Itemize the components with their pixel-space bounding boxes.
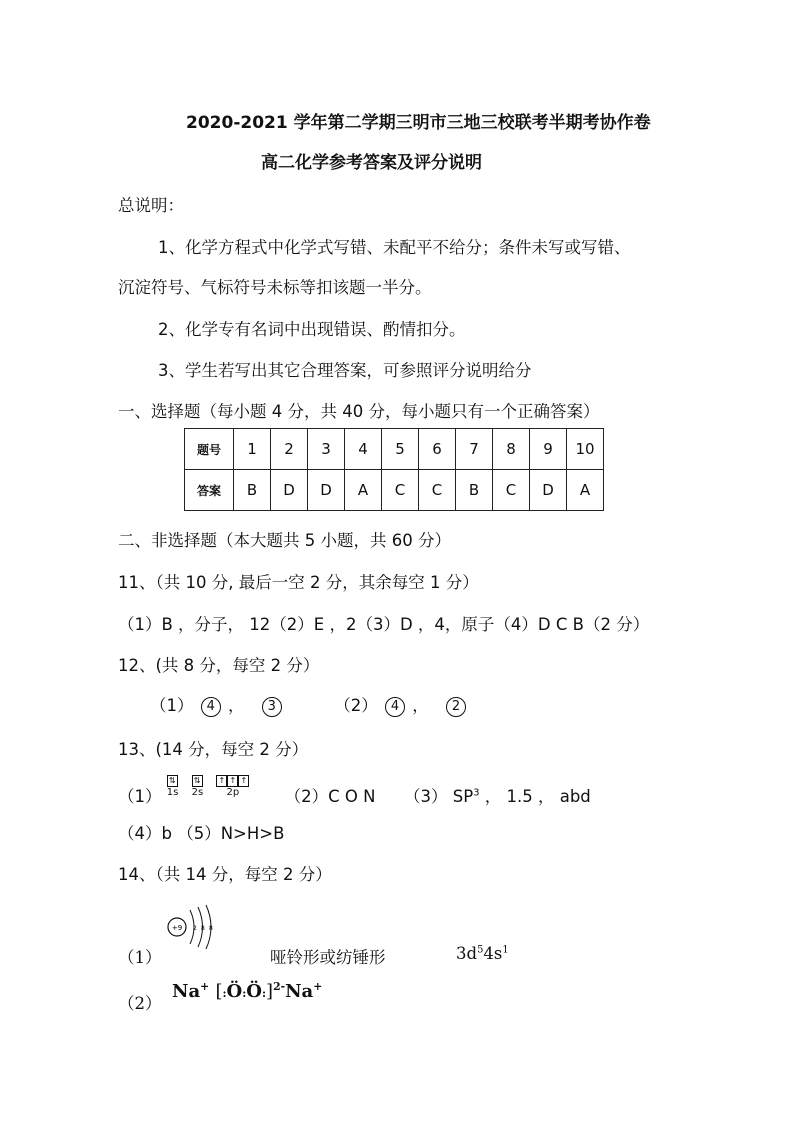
- general-heading: 总说明：: [118, 196, 184, 215]
- q12-part1-label: （1）: [150, 696, 194, 715]
- circled-number: 4: [385, 697, 405, 717]
- atom-structure-diagram: [166, 902, 226, 956]
- q12-header: 12、(共 8 分，每空 2 分）: [118, 656, 320, 675]
- shell-count: 8: [209, 925, 213, 932]
- row-label-answer: 答案: [185, 470, 234, 511]
- orbital-box: ↑: [238, 775, 249, 787]
- answer-cell: A: [567, 470, 604, 511]
- q14-part2-label: （2）: [118, 994, 162, 1013]
- answer-cell: D: [308, 470, 345, 511]
- q14-part1-label: （1）: [118, 948, 162, 967]
- orbital-diagram-2s: [192, 775, 204, 798]
- q13-part3-label: （3）: [404, 787, 448, 806]
- q13-part3-rest: ， 1.5 ， abd: [484, 787, 591, 806]
- answer-cell: B: [234, 470, 271, 511]
- orbital-box: ⇅: [192, 775, 203, 787]
- shell-count: 2: [193, 925, 197, 932]
- orbital-label: 2p: [226, 787, 240, 798]
- q12-answer: [150, 692, 468, 717]
- answer-cell: C: [493, 470, 530, 511]
- question-number: 7: [456, 429, 493, 470]
- atom-structure-svg: [166, 902, 226, 952]
- q12-part2-label: （2）: [334, 696, 378, 715]
- answer-cell: D: [271, 470, 308, 511]
- answer-table: [184, 428, 604, 511]
- shell-count: 8: [201, 925, 205, 932]
- question-number: 2: [271, 429, 308, 470]
- question-number: 5: [382, 429, 419, 470]
- q14-header: 14、（共 14 分，每空 2 分）: [118, 865, 332, 884]
- q11-answer: （1）B ，分子， 12（2）E ，2（3）D ，4，原子（4）D C B（2 分）: [118, 615, 650, 634]
- section1-heading: 一、选择题（每小题 4 分，共 40 分，每小题只有一个正确答案）: [118, 402, 600, 421]
- nucleus-charge: +9: [171, 924, 183, 932]
- question-number: 9: [530, 429, 567, 470]
- circled-number: 3: [262, 697, 282, 717]
- q11-header: 11、（共 10 分, 最后一空 2 分，其余每空 1 分）: [118, 573, 479, 592]
- table-row-numbers: [185, 429, 604, 470]
- exam-subtitle: 高二化学参考答案及评分说明: [261, 153, 482, 173]
- sodium-peroxide-formula: Na+ [:Ö:Ö:]$^{2-}$Na+: [172, 980, 323, 1002]
- answer-cell: B: [456, 470, 493, 511]
- answer-cell: A: [345, 470, 382, 511]
- orbital-shape: 哑铃形或纺锤形: [270, 948, 386, 967]
- electron-configuration: $3d^54s^1$: [456, 944, 509, 963]
- separator: ，: [412, 696, 429, 715]
- orbital-box: ↑: [216, 775, 227, 787]
- table-row-answers: [185, 470, 604, 511]
- orbital-diagram-1s: [167, 775, 179, 798]
- circled-number: 2: [446, 697, 466, 717]
- q13-answer-line2: （4）b （5）N>H>B: [118, 824, 285, 843]
- section2-heading: 二、非选择题（本大题共 5 小题，共 60 分）: [118, 531, 451, 550]
- question-number: 8: [493, 429, 530, 470]
- answer-cell: C: [382, 470, 419, 511]
- orbital-box: ↑: [227, 775, 238, 787]
- q13-part2: （2）C O N: [284, 787, 376, 806]
- answer-cell: D: [530, 470, 567, 511]
- question-number: 1: [234, 429, 271, 470]
- q13-header: 13、(14 分，每空 2 分）: [118, 740, 309, 759]
- orbital-diagram-2p: [216, 775, 249, 798]
- q13-part1-label: （1）: [118, 787, 162, 806]
- question-number: 4: [345, 429, 382, 470]
- rule-1-line1: 1、化学方程式中化学式写错、未配平不给分；条件未写或写错、: [158, 238, 631, 257]
- circled-number: 4: [201, 697, 221, 717]
- q13-answer-line1: [118, 775, 591, 807]
- hybridization: $SP^3$: [452, 787, 480, 806]
- answer-cell: C: [419, 470, 456, 511]
- orbital-box: ⇅: [167, 775, 178, 787]
- question-number: 6: [419, 429, 456, 470]
- question-number: 10: [567, 429, 604, 470]
- rule-3: 3、学生若写出其它合理答案，可参照评分说明给分: [158, 361, 532, 380]
- exam-title: 2020-2021 学年第二学期三明市三地三校联考半期考协作卷: [186, 113, 651, 133]
- rule-1-line2: 沉淀符号、气标符号未标等扣该题一半分。: [118, 278, 432, 297]
- orbital-label: 2s: [191, 787, 204, 798]
- rule-2: 2、化学专有名词中出现错误、酌情扣分。: [158, 320, 466, 339]
- question-number: 3: [308, 429, 345, 470]
- row-label-number: 题号: [185, 429, 234, 470]
- orbital-label: 1s: [166, 787, 179, 798]
- separator: ，: [228, 696, 245, 715]
